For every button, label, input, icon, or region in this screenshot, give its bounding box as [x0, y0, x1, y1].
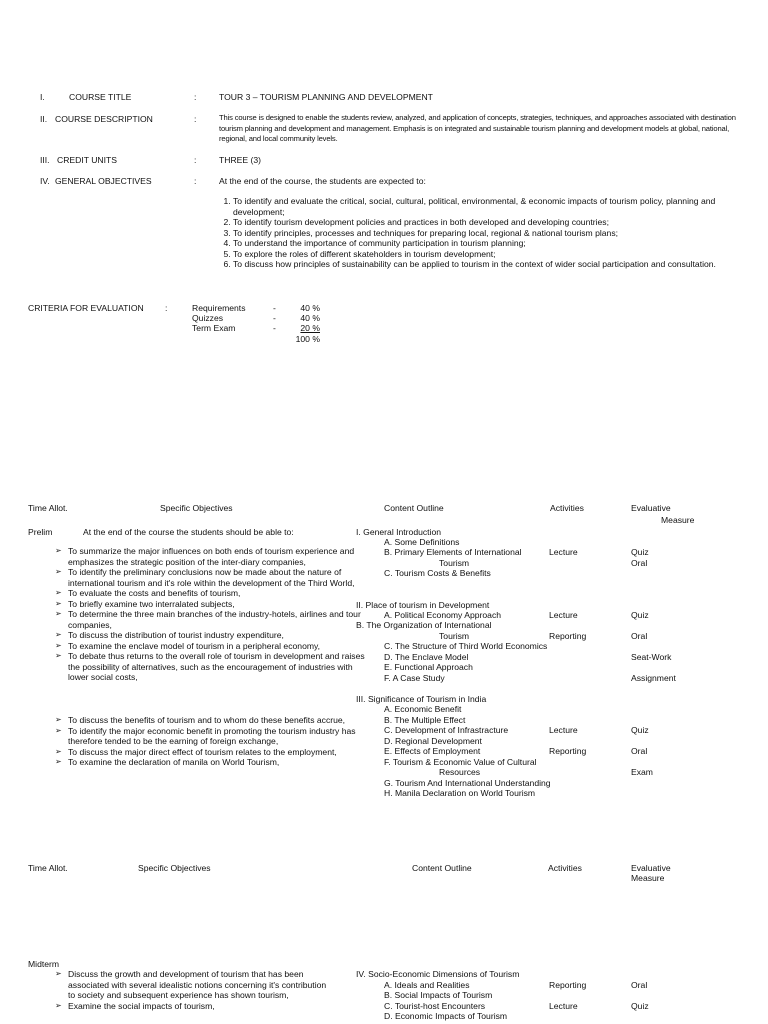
measure: Quiz: [631, 547, 649, 557]
criteria-name: Quizzes: [192, 313, 224, 323]
measure: Oral: [631, 980, 648, 990]
credit-units-label: CREDIT UNITS: [57, 155, 118, 165]
credit-units-value: THREE (3): [219, 155, 262, 165]
course-description-colon: :: [194, 114, 197, 124]
criteria-dash: -: [273, 303, 276, 313]
criteria-dash: -: [273, 313, 276, 323]
course-title-colon: :: [194, 92, 197, 102]
measure: Exam: [631, 767, 653, 777]
criteria-percent: 20 %: [300, 323, 320, 333]
list-item: ➢ To discuss the benefits of tourism and to whom do these benefits accrue,: [55, 715, 365, 726]
list-item: ➢ To discuss the major direct effect of tourism relates to the employment,: [55, 747, 365, 758]
list-item: ➢ To examine the declaration of manila on World Tourism,: [55, 757, 365, 768]
measure: Oral: [631, 746, 648, 756]
objectives-intro: At the end of the course the students should be able to:: [83, 527, 294, 537]
general-objectives-number: IV.: [40, 176, 50, 186]
content-item: B. The Multiple Effect: [384, 715, 466, 725]
measure: Quiz: [631, 1001, 649, 1011]
criteria-percent: 40 %: [300, 303, 320, 313]
content-item: G. Tourism And International Understanding: [384, 778, 551, 788]
content-item: H. Manila Declaration on World Tourism: [384, 788, 536, 798]
objective-item: 2. To identify tourism development policies and practices in both developed and developing countries;: [233, 217, 753, 228]
midterm-objectives-list: [55, 969, 333, 1011]
period-midterm: Midterm: [28, 959, 60, 969]
measure: Assignment: [631, 673, 676, 683]
general-objectives-label: GENERAL OBJECTIVES: [55, 176, 152, 186]
objective-item: 1. To identify and evaluate the critical, social, cultural, political, environmental, & economic impacts of tourism policy, planning and development;: [233, 196, 753, 217]
header-activities: Activities: [550, 503, 584, 513]
prelim-objectives-list-a: [55, 546, 365, 683]
content-item: C. The Structure of Third World Economics: [384, 641, 548, 651]
criteria-total: 100 %: [295, 334, 320, 344]
content-item: D. The Enclave Model: [384, 652, 469, 662]
list-item: ➢ To examine the enclave model of tourism in a peripheral economy,: [55, 641, 365, 652]
content-item: C. Development of Infrastracture: [384, 725, 509, 735]
measure: Quiz: [631, 610, 649, 620]
course-title-label: COURSE TITLE: [69, 92, 132, 102]
content-item: E. Functional Approach: [384, 662, 473, 672]
activity: Reporting: [549, 980, 587, 990]
list-item: ➢ To discuss the distribution of tourist industry expenditure,: [55, 630, 365, 641]
criteria-colon: :: [165, 303, 168, 313]
objective-item: 3. To identify principles, processes and techniques for preparing local, regional & national tourism plans;: [233, 228, 753, 239]
content-item: A. Some Definitions: [384, 537, 460, 547]
list-item: ➢ To identify the major economic benefit in promoting the tourism industry has therefore tended to be the earning of foreign exchange,: [55, 726, 365, 747]
activity: Reporting: [549, 631, 587, 641]
list-item: ➢ To identify the preliminary conclusions now be made about the nature of international tourism and it's role within the development of the Third World,: [55, 567, 365, 588]
credit-units-number: III.: [40, 155, 50, 165]
course-title-number: I.: [40, 92, 45, 102]
list-item: ➢ Examine the social impacts of tourism,: [55, 1001, 333, 1012]
content-item: A. Economic Benefit: [384, 704, 462, 714]
content-item: F. A Case Study: [384, 673, 445, 683]
activity: Reporting: [549, 746, 587, 756]
criteria-percent: 40 %: [300, 313, 320, 323]
content-item: B. Primary Elements of International: [384, 547, 522, 557]
header-content-outline: Content Outline: [384, 503, 444, 513]
general-objectives-intro: At the end of the course, the students are expected to:: [219, 176, 426, 186]
credit-units-colon: :: [194, 155, 197, 165]
content-section-heading: II. Place of tourism in Development: [356, 600, 490, 610]
general-objectives-list: [219, 196, 753, 270]
content-item: D. Economic Impacts of Tourism: [384, 1011, 508, 1021]
general-objectives-colon: :: [194, 176, 197, 186]
activity: Lecture: [549, 547, 578, 557]
content-item: E. Effects of Employment: [384, 746, 481, 756]
header-measure: Measure: [661, 515, 695, 525]
content-section-heading: III. Significance of Tourism in India: [356, 694, 487, 704]
content-item: F. Tourism & Economic Value of Cultural: [384, 757, 537, 767]
content-item: A. Ideals and Realities: [384, 980, 470, 990]
content-item: Tourism: [439, 631, 470, 641]
content-item: B. Social Impacts of Tourism: [384, 990, 493, 1000]
list-item: ➢ To determine the three main branches of the industry-hotels, airlines and tour companies,: [55, 609, 365, 630]
objective-item: 6. To discuss how principles of sustainability can be applied to tourism in the context of wider social participation and consultation.: [233, 259, 753, 270]
content-item: C. Tourism Costs & Benefits: [384, 568, 491, 578]
list-item: ➢ To evaluate the costs and benefits of tourism,: [55, 588, 365, 599]
content-item: C. Tourist-host Encounters: [384, 1001, 486, 1011]
content-item: Tourism: [439, 558, 470, 568]
content-section-heading: IV. Socio-Economic Dimensions of Tourism: [356, 969, 520, 979]
content-section-heading: I. General Introduction: [356, 527, 442, 537]
course-description-value: This course is designed to enable the students review, analyzed, and application of concepts, strategies, techniques, and approaches associated with destination tourism planning and development and management. Emphasis is on integrated and sustainable tourism planning and development models at global, national, regional, and local community levels.: [219, 113, 736, 144]
activity: Lecture: [549, 1001, 578, 1011]
period-prelim: Prelim: [28, 527, 53, 537]
criteria-dash: -: [273, 323, 276, 333]
content-item: Resources: [439, 767, 481, 777]
activity: Lecture: [549, 610, 578, 620]
course-description-number: II.: [40, 114, 48, 124]
objective-item: 5. To explore the roles of different skateholders in tourism development;: [233, 249, 753, 260]
content-item: A. Political Economy Approach: [384, 610, 502, 620]
criteria-label: CRITERIA FOR EVALUATION: [28, 303, 144, 313]
list-item: ➢ Discuss the growth and development of tourism that has been associated with several idealistic notions concerning it's contribution to society and subsequent experience has shown tourism,: [55, 969, 333, 1001]
list-item: ➢ To summarize the major influences on both ends of tourism experience and emphasizes the strategic position of the inter-diary companies,: [55, 546, 365, 567]
header-specific-objectives: Specific Objectives: [138, 863, 211, 873]
header-time-allot: Time Allot.: [28, 863, 68, 873]
measure: Seat-Work: [631, 652, 672, 662]
header-activities: Activities: [548, 863, 582, 873]
activity: Lecture: [549, 725, 578, 735]
criteria-name: Term Exam: [192, 323, 236, 333]
header-measure: Measure: [631, 873, 665, 883]
course-title-value: TOUR 3 – TOURISM PLANNING AND DEVELOPMENT: [219, 92, 433, 102]
criteria-name: Requirements: [192, 303, 246, 313]
header-specific-objectives: Specific Objectives: [160, 503, 233, 513]
content-item: B. The Organization of International: [356, 620, 492, 630]
header-evaluative: Evaluative: [631, 503, 671, 513]
objective-item: 4. To understand the importance of community participation in tourism planning;: [233, 238, 753, 249]
content-item: D. Regional Development: [384, 736, 482, 746]
prelim-objectives-list-b: [55, 715, 365, 768]
header-evaluative: Evaluative: [631, 863, 671, 873]
list-item: ➢ To briefly examine two interralated subjects,: [55, 599, 365, 610]
header-time-allot: Time Allot.: [28, 503, 68, 513]
header-content-outline: Content Outline: [412, 863, 472, 873]
list-item: ➢ To debate thus returns to the overall role of tourism in development and raises the possibility of alternatives, such as the encouragement of industries with lower social costs,: [55, 651, 365, 683]
measure: Quiz: [631, 725, 649, 735]
measure: Oral: [631, 558, 648, 568]
measure: Oral: [631, 631, 648, 641]
course-description-label: COURSE DESCRIPTION: [55, 114, 153, 124]
